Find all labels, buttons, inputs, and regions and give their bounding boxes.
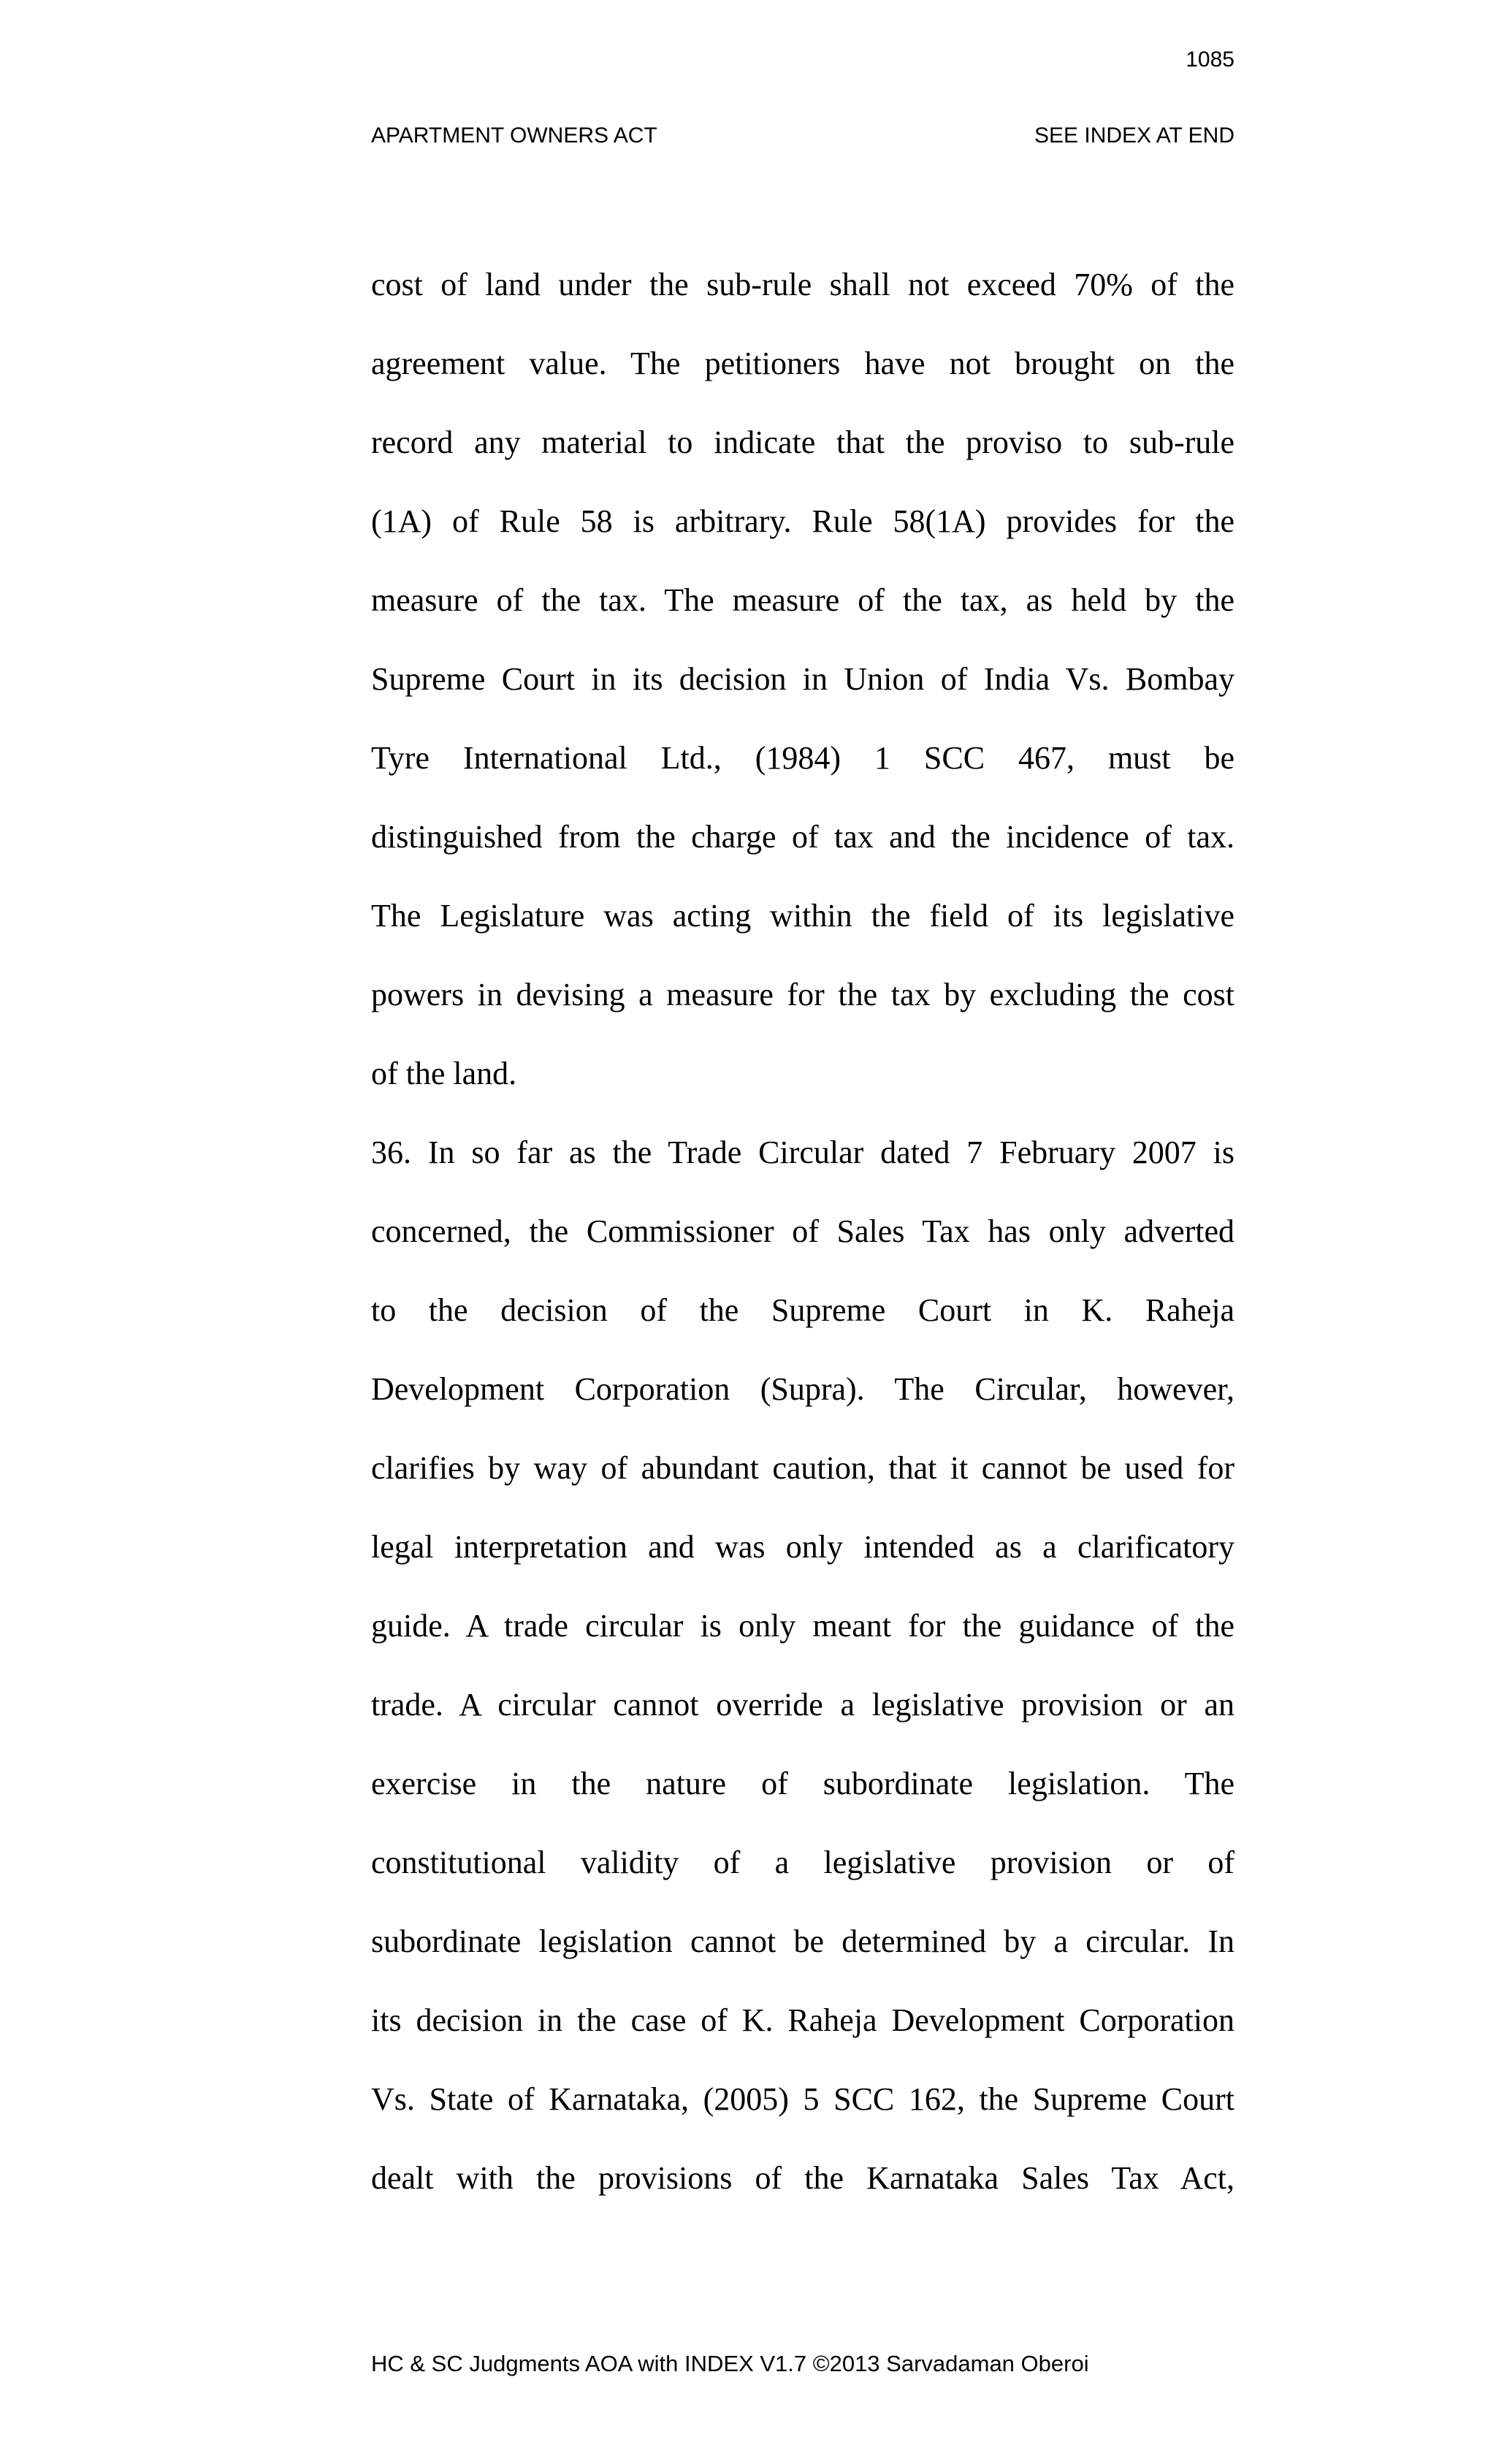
text-line: clarifies by way of abundant caution, that it cannot be used for — [371, 1450, 1234, 1486]
running-header-title: APARTMENT OWNERS ACT — [371, 123, 657, 148]
text-line: cost of land under the sub-rule shall not exceed 70% of the — [371, 267, 1234, 302]
footer-copyright: HC & SC Judgments AOA with INDEX V1.7 ©2013 Sarvadaman Oberoi — [371, 2351, 1089, 2376]
text-line: Tyre International Ltd., (1984) 1 SCC 467, must be — [371, 740, 1234, 776]
text-line: dealt with the provisions of the Karnataka Sales Tax Act, — [371, 2160, 1234, 2196]
text-line: to the decision of the Supreme Court in K. Raheja — [371, 1292, 1234, 1328]
text-line: exercise in the nature of subordinate legislation. The — [371, 1766, 1234, 1801]
judgment-body-text — [371, 259, 1234, 2231]
text-line: powers in devising a measure for the tax by excluding the cost — [371, 977, 1234, 1012]
text-line: distinguished from the charge of tax and the incidence of tax. — [371, 819, 1234, 855]
text-line: record any material to indicate that the proviso to sub-rule — [371, 424, 1234, 460]
text-line: constitutional validity of a legislative provision or of — [371, 1845, 1234, 1880]
text-line: guide. A trade circular is only meant for the guidance of the — [371, 1608, 1234, 1644]
text-line: measure of the tax. The measure of the tax, as held by the — [371, 582, 1234, 618]
text-line: agreement value. The petitioners have not brought on the — [371, 346, 1234, 381]
text-line: Vs. State of Karnataka, (2005) 5 SCC 162, the Supreme Court — [371, 2081, 1234, 2117]
text-line: of the land. — [371, 1056, 517, 1091]
page-number: 1085 — [1186, 47, 1234, 72]
text-line: concerned, the Commissioner of Sales Tax has only adverted — [371, 1213, 1234, 1249]
text-line: (1A) of Rule 58 is arbitrary. Rule 58(1A) provides for the — [371, 503, 1234, 539]
text-line: The Legislature was acting within the field of its legislative — [371, 898, 1234, 934]
text-line: trade. A circular cannot override a legislative provision or an — [371, 1687, 1234, 1723]
running-header-index-note: SEE INDEX AT END — [1034, 123, 1234, 148]
text-line: Supreme Court in its decision in Union of India Vs. Bombay — [371, 661, 1234, 697]
paragraph-36-line: 36. In so far as the Trade Circular dated 7 February 2007 is — [371, 1134, 1234, 1170]
text-line: subordinate legislation cannot be determined by a circular. In — [371, 1923, 1234, 1959]
text-line: legal interpretation and was only intended as a clarificatory — [371, 1529, 1234, 1565]
text-line: its decision in the case of K. Raheja Development Corporation — [371, 2002, 1234, 2038]
text-line: Development Corporation (Supra). The Circular, however, — [371, 1371, 1234, 1407]
